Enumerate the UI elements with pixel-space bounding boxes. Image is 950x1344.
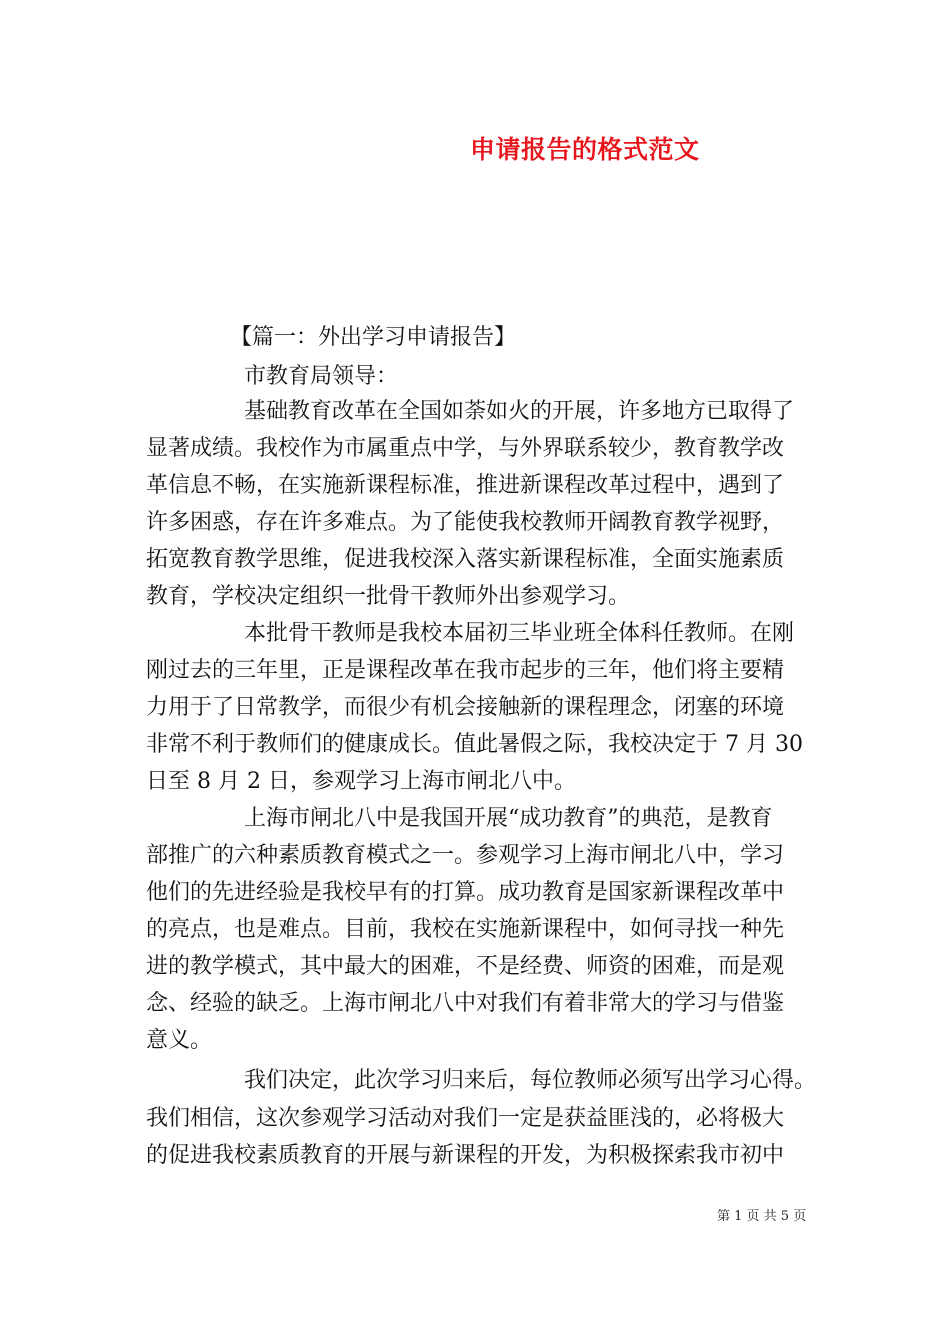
body-line: 日至 8 月 2 日，参观学习上海市闸北八中。 [146, 769, 576, 794]
body-line: 许多困惑，存在许多难点。为了能使我校教师开阔教育教学视野， [146, 510, 785, 535]
body-line: 教育，学校决定组织一批骨干教师外出参观学习。 [146, 584, 631, 609]
body-line: 上海市闸北八中是我国开展“成功教育”的典范，是教育 [244, 806, 773, 831]
body-line: 部推广的六种素质教育模式之一。参观学习上海市闸北八中，学习 [146, 843, 785, 868]
body-line: 刚过去的三年里，正是课程改革在我市起步的三年，他们将主要精 [146, 658, 785, 683]
body-line: 我们相信，这次参观学习活动对我们一定是获益匪浅的，必将极大 [146, 1106, 785, 1131]
page-number: 第 1 页 共 5 页 [717, 1209, 807, 1224]
body-line: 他们的先进经验是我校早有的打算。成功教育是国家新课程改革中 [146, 880, 785, 905]
body-line: 显著成绩。我校作为市属重点中学，与外界联系较少，教育教学改 [146, 436, 785, 461]
body-line: 我们决定，此次学习归来后，每位教师必须写出学习心得。 [244, 1068, 817, 1093]
body-line: 拓宽教育教学思维，促进我校深入落实新课程标准，全面实施素质 [146, 547, 785, 572]
section-heading: 【篇一：外出学习申请报告】 [230, 325, 517, 350]
salutation: 市教育局领导： [244, 364, 399, 389]
body-line: 革信息不畅，在实施新课程标准，推进新课程改革过程中，遇到了 [146, 473, 785, 498]
body-line: 力用于了日常教学，而很少有机会接触新的课程理念，闭塞的环境 [146, 695, 785, 720]
body-line: 本批骨干教师是我校本届初三毕业班全体科任教师。在刚 [244, 621, 795, 646]
body-line: 进的教学模式，其中最大的困难，不是经费、师资的困难，而是观 [146, 954, 785, 979]
document-title: 申请报告的格式范文 [470, 135, 700, 164]
body-line: 意义。 [146, 1028, 213, 1053]
body-line: 的亮点，也是难点。目前，我校在实施新课程中，如何寻找一种先 [146, 917, 785, 942]
body-line: 非常不利于教师们的健康成长。值此暑假之际，我校决定于 7 月 30 [146, 732, 803, 757]
body-line: 基础教育改革在全国如荼如火的开展，许多地方已取得了 [244, 399, 795, 424]
body-line: 的促进我校素质教育的开展与新课程的开发，为积极探索我市初中 [146, 1143, 785, 1168]
body-line: 念、经验的缺乏。上海市闸北八中对我们有着非常大的学习与借鉴 [146, 991, 785, 1016]
